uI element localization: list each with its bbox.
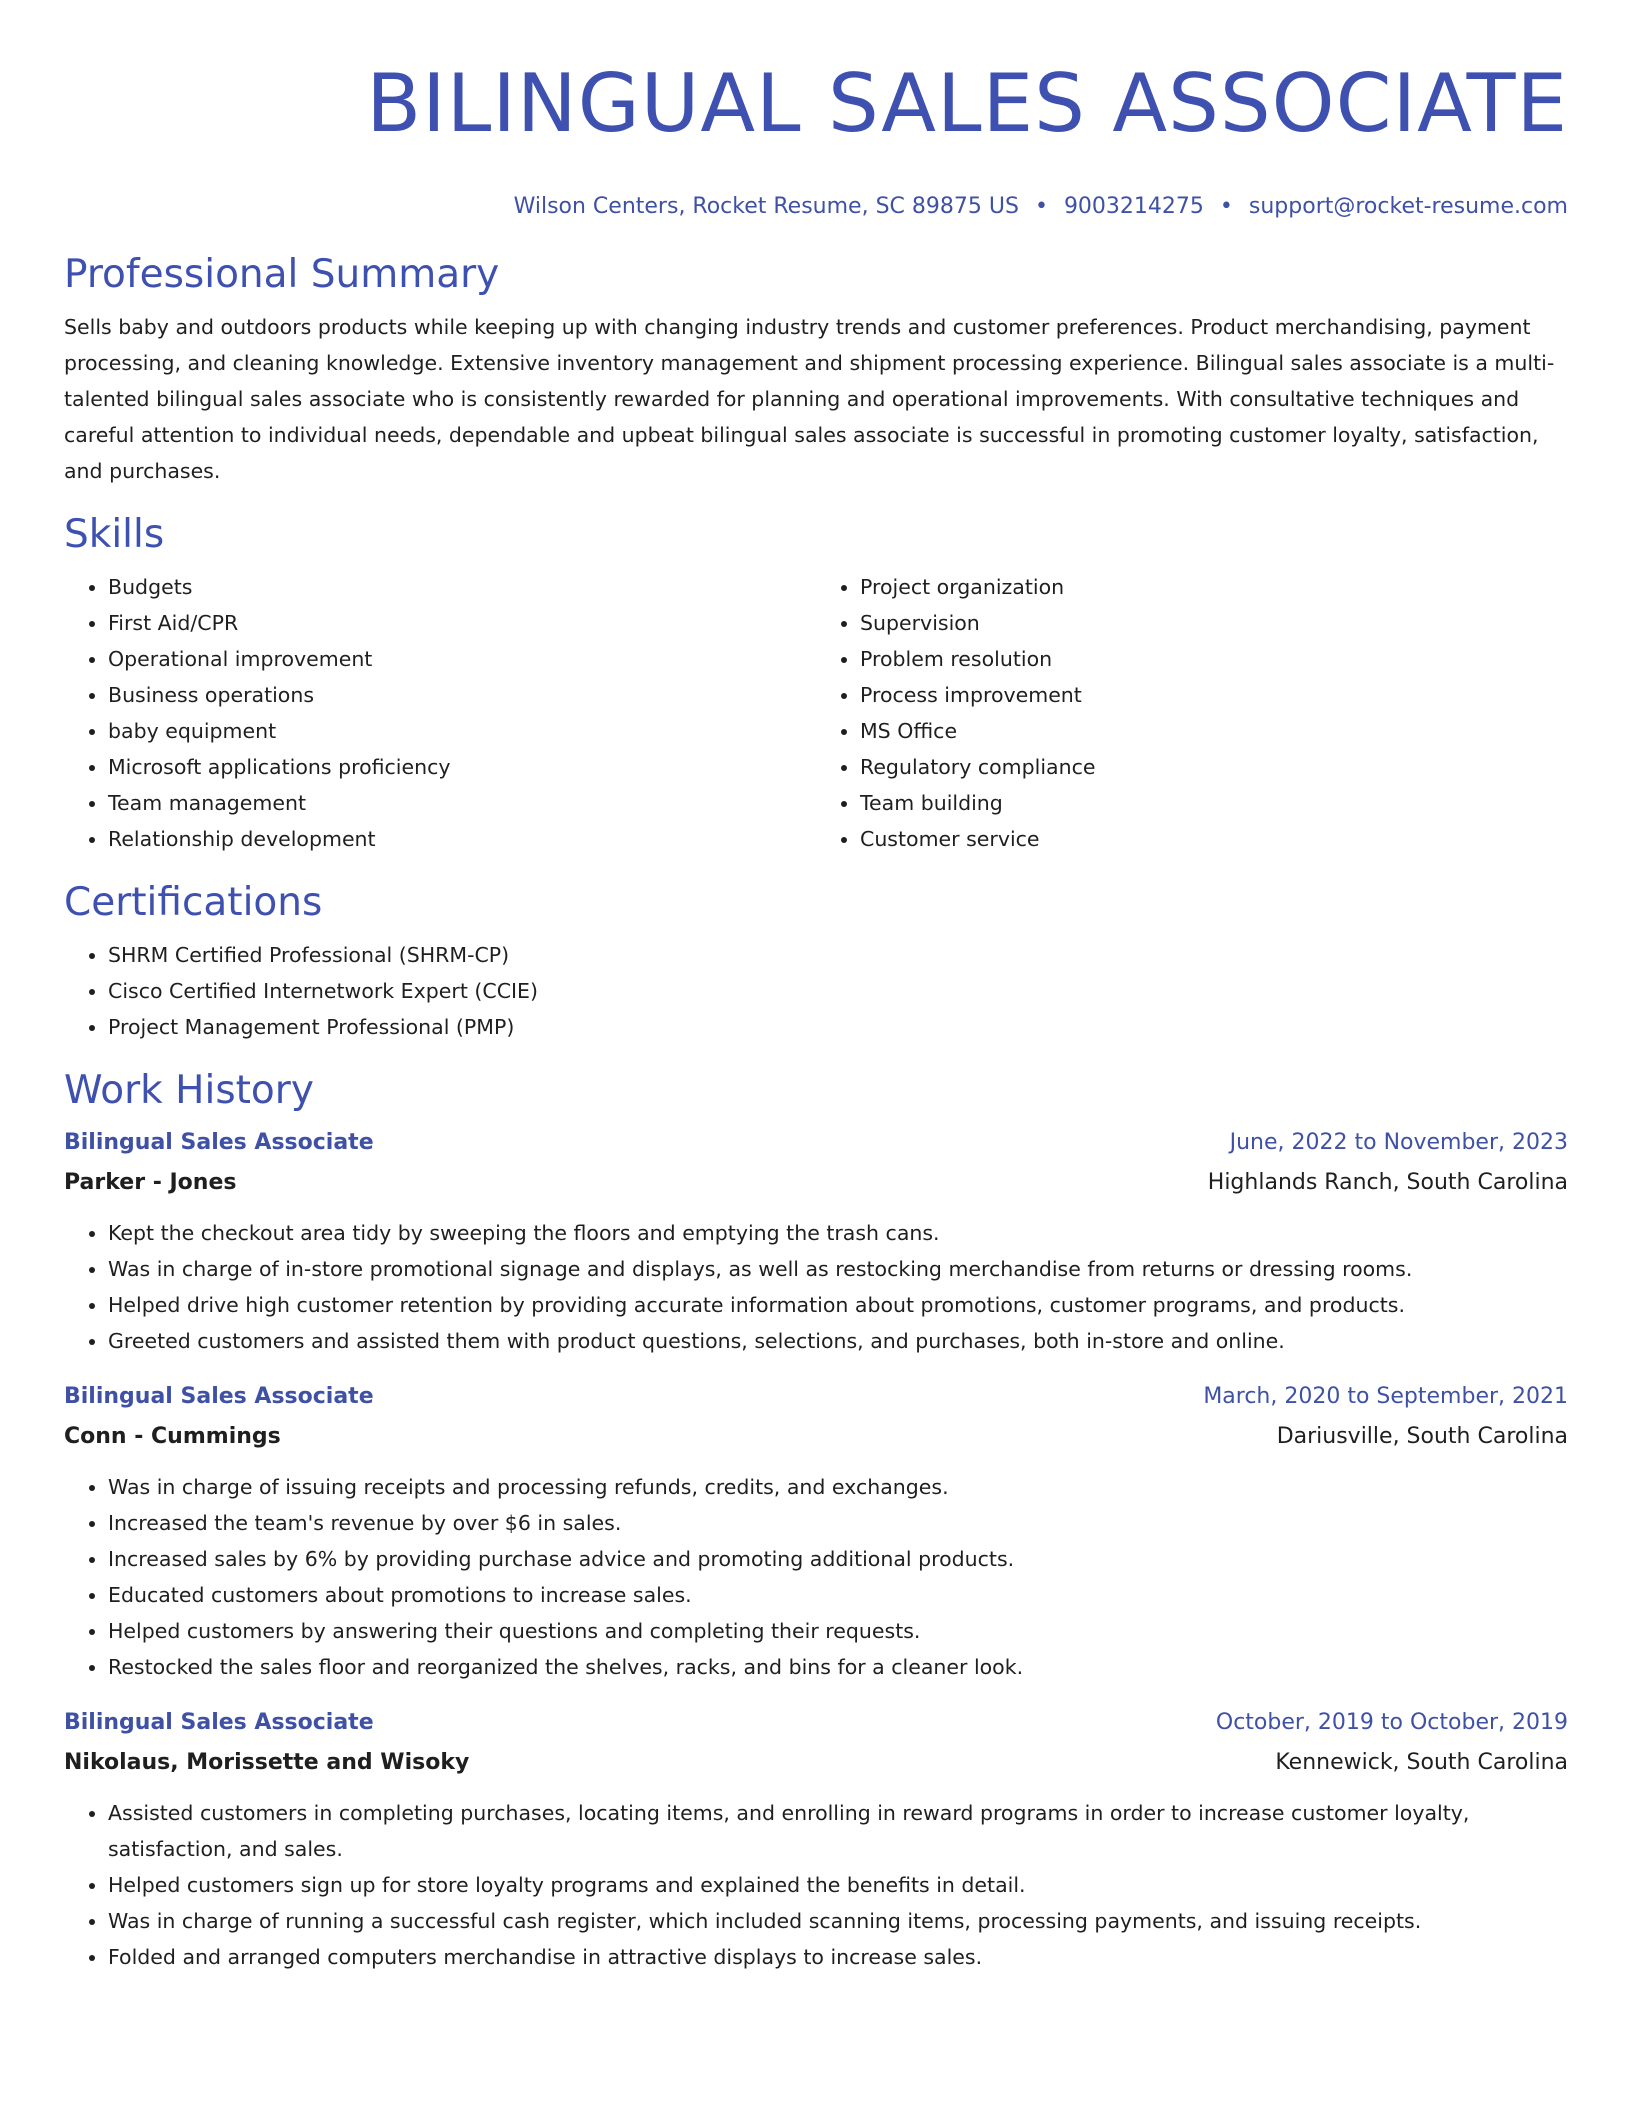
job-company: Conn - Cummings [64, 1424, 281, 1449]
job-bullet: • Increased sales by 6% by providing purchase advice and promoting additional products. [108, 1541, 1568, 1577]
contact-separator: • [1034, 194, 1048, 219]
skill-item: • Business operations [108, 677, 816, 713]
skill-item: • Relationship development [108, 821, 816, 857]
job-bullet: • Helped drive high customer retention by providing accurate information about promotions, customer programs, and products. [108, 1287, 1568, 1323]
job-subheader [64, 1745, 1568, 1781]
skill-item: • Process improvement [860, 677, 1568, 713]
job-bullet: • Assisted customers in completing purchases, locating items, and enrolling in reward programs in order to increase customer loyalty, satisfaction, and sales. [108, 1795, 1568, 1867]
job-bullets [64, 1215, 1568, 1359]
skill-item: • Microsoft applications proficiency [108, 749, 816, 785]
skill-item: • Supervision [860, 605, 1568, 641]
job-title: Bilingual Sales Associate [64, 1130, 374, 1155]
certifications-list [64, 937, 1568, 1045]
skills-heading: Skills [64, 512, 165, 557]
job-bullet: • Restocked the sales floor and reorganized the shelves, racks, and bins for a cleaner look. [108, 1649, 1568, 1685]
job-subheader [64, 1419, 1568, 1455]
certification-item: • SHRM Certified Professional (SHRM-CP) [108, 937, 1568, 973]
job-subheader [64, 1165, 1568, 1201]
job-bullets [64, 1795, 1568, 1975]
contact-separator: • [1219, 194, 1233, 219]
summary-heading: Professional Summary [64, 252, 500, 297]
job-entry [64, 1125, 1568, 1359]
contact-email[interactable]: support@rocket-resume.com [1248, 194, 1568, 219]
job-bullet: • Kept the checkout area tidy by sweeping the floors and emptying the trash cans. [108, 1215, 1568, 1251]
job-entry [64, 1705, 1568, 1975]
skill-item: • Budgets [108, 569, 816, 605]
contact-phone: 9003214275 [1063, 194, 1204, 219]
contact-line [64, 192, 1568, 222]
job-bullet: • Folded and arranged computers merchandise in attractive displays to increase sales. [108, 1939, 1568, 1975]
job-title: Bilingual Sales Associate [64, 1710, 374, 1735]
skills-list-right [816, 569, 1568, 857]
certification-item: • Cisco Certified Internetwork Expert (CCIE) [108, 973, 1568, 1009]
skill-item: • baby equipment [108, 713, 816, 749]
resume-name: BILINGUAL SALES ASSOCIATE [366, 57, 1568, 150]
job-bullet: • Helped customers by answering their questions and completing their requests. [108, 1613, 1568, 1649]
job-header [64, 1125, 1568, 1161]
job-title: Bilingual Sales Associate [64, 1384, 374, 1409]
job-dates: March, 2020 to September, 2021 [1203, 1384, 1568, 1409]
job-location: Kennewick, South Carolina [1275, 1750, 1568, 1775]
contact-address: Wilson Centers, Rocket Resume, SC 89875 US [513, 194, 1019, 219]
job-company: Parker - Jones [64, 1170, 237, 1195]
skills-list-left [64, 569, 816, 857]
summary-text: Sells baby and outdoors products while keeping up with changing industry trends and customer preferences. Product merchandising, payment processing, and cleaning knowledge. Extensive inventory management and shipment processing experience. Bilingual sales associate is a multi-talented bilingual sales associate who is consistently rewarded for planning and operational improvements. With consultative techniques and careful attention to individual needs, dependable and upbeat bilingual sales associate is successful in promoting customer loyalty, satisfaction, and purchases. [64, 315, 1555, 483]
skill-item: • MS Office [860, 713, 1568, 749]
job-bullet: • Increased the team's revenue by over $6 in sales. [108, 1505, 1568, 1541]
certification-item: • Project Management Professional (PMP) [108, 1009, 1568, 1045]
job-bullet: • Helped customers sign up for store loyalty programs and explained the benefits in detail. [108, 1867, 1568, 1903]
job-bullet: • Educated customers about promotions to increase sales. [108, 1577, 1568, 1613]
job-location: Dariusville, South Carolina [1276, 1424, 1568, 1449]
skills-grid [64, 569, 1568, 857]
work-history-heading: Work History [64, 1068, 314, 1113]
job-dates: June, 2022 to November, 2023 [1229, 1130, 1568, 1155]
job-header [64, 1379, 1568, 1415]
job-company: Nikolaus, Morissette and Wisoky [64, 1750, 470, 1775]
job-bullet: • Was in charge of running a successful cash register, which included scanning items, processing payments, and issuing receipts. [108, 1903, 1568, 1939]
skill-item: • Regulatory compliance [860, 749, 1568, 785]
skill-item: • Problem resolution [860, 641, 1568, 677]
skill-item: • Project organization [860, 569, 1568, 605]
skill-item: • Customer service [860, 821, 1568, 857]
job-bullet: • Was in charge of issuing receipts and processing refunds, credits, and exchanges. [108, 1469, 1568, 1505]
job-bullets [64, 1469, 1568, 1685]
skill-item: • Operational improvement [108, 641, 816, 677]
job-bullet: • Was in charge of in-store promotional signage and displays, as well as restocking merchandise from returns or dressing rooms. [108, 1251, 1568, 1287]
job-header [64, 1705, 1568, 1741]
job-entry [64, 1379, 1568, 1685]
job-dates: October, 2019 to October, 2019 [1215, 1710, 1568, 1735]
job-bullet: • Greeted customers and assisted them with product questions, selections, and purchases, both in-store and online. [108, 1323, 1568, 1359]
skill-item: • First Aid/CPR [108, 605, 816, 641]
skill-item: • Team building [860, 785, 1568, 821]
certifications-heading: Certifications [64, 880, 323, 925]
job-location: Highlands Ranch, South Carolina [1207, 1170, 1568, 1195]
skill-item: • Team management [108, 785, 816, 821]
